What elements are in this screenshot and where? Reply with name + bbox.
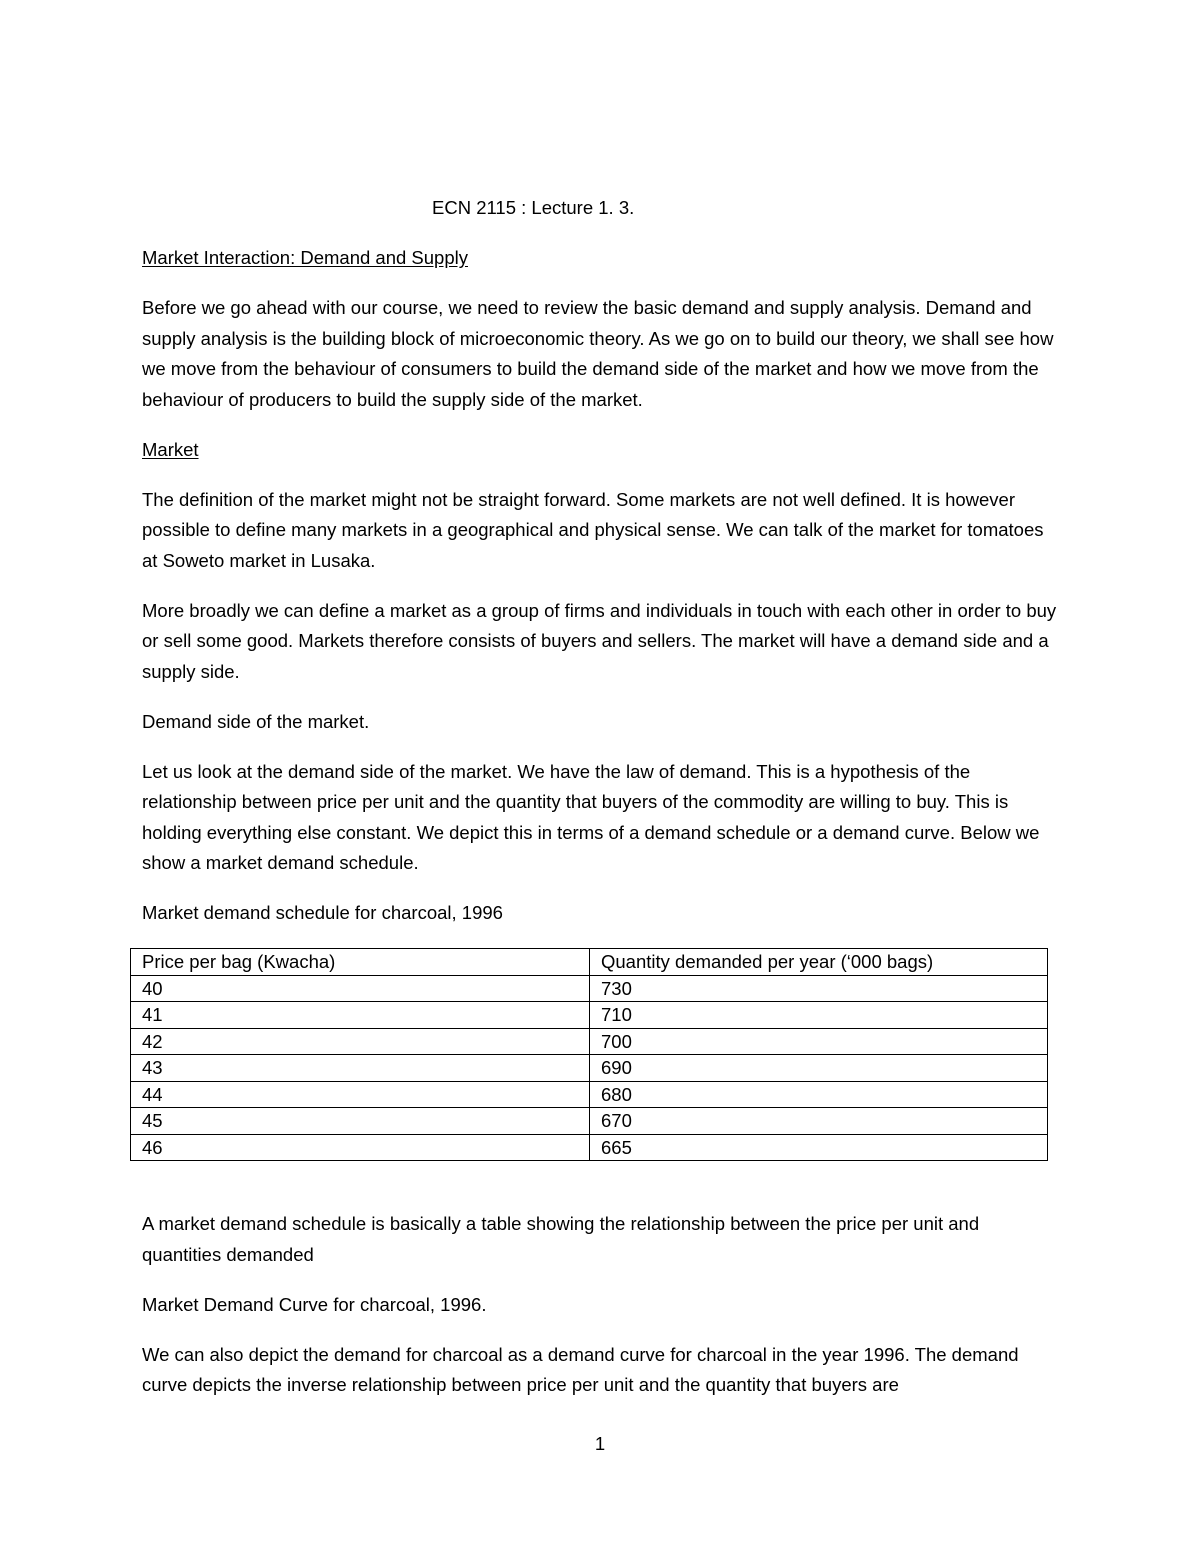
demand-paragraph: Let us look at the demand side of the market. We have the law of demand. This is a hypothesis of the relationship between price per unit and the quantity that buyers of the commodity are willing to buy. This is holding everything else constant. We depict this in terms of a demand schedule or a demand curve. Below we show a market demand schedule. (142, 760, 1040, 873)
schedule-paragraph: A market demand schedule is basically a table showing the relationship between the price per unit and quantities demanded (142, 1213, 980, 1265)
page-number: 1 (594, 1433, 606, 1454)
table-cell-quantity: 700 (590, 1028, 1048, 1055)
document-title: ECN 2115 : Lecture 1. 3. (432, 197, 635, 218)
table-cell-quantity: 710 (590, 1002, 1048, 1029)
demand-heading: Demand side of the market. (142, 710, 370, 732)
market-paragraph-2: More broadly we can define a market as a group of firms and individuals in touch with each other in order to buy or sell some good. Markets therefore consists of buyers and sellers. The market will have a demand side and a supply side. (142, 599, 1057, 682)
table-row (131, 1081, 1048, 1108)
table-header-quantity: Quantity demanded per year (‘000 bags) (590, 949, 1048, 976)
table-cell-price: 41 (131, 1002, 590, 1029)
market-paragraph-1: The definition of the market might not be straight forward. Some markets are not well defined. It is however possible to define many markets in a geographical and physical sense. We can talk of the market for tomatoes at Soweto market in Lusaka. (142, 488, 1044, 571)
demand-schedule-table (130, 948, 1048, 1161)
table-cell-price: 45 (131, 1108, 590, 1135)
table-caption: Market demand schedule for charcoal, 1996 (142, 902, 503, 923)
table-cell-price: 46 (131, 1134, 590, 1161)
table-cell-quantity: 730 (590, 975, 1048, 1002)
table-row (131, 1028, 1048, 1055)
table-row (131, 1134, 1048, 1161)
table-cell-price: 40 (131, 975, 590, 1002)
table-cell-price: 42 (131, 1028, 590, 1055)
table-cell-price: 43 (131, 1055, 590, 1082)
table-cell-quantity: 680 (590, 1081, 1048, 1108)
intro-paragraph: Before we go ahead with our course, we need to review the basic demand and supply analysis. Demand and supply analysis is the building block of microeconomic theory. As we go on to build our theory, we shall see how we move from the behaviour of consumers to build the demand side of the market and how we move from the behaviour of producers to build the supply side of the market. (142, 297, 1054, 410)
table-row (131, 1108, 1048, 1135)
table-header-row (131, 949, 1048, 976)
curve-heading: Market Demand Curve for charcoal, 1996. (142, 1293, 487, 1315)
table-row (131, 1002, 1048, 1029)
curve-paragraph: We can also depict the demand for charcoal as a demand curve for charcoal in the year 1996. The demand curve depicts the inverse relationship between price per unit and the quantity that buyers are (142, 1343, 1019, 1395)
table-cell-quantity: 690 (590, 1055, 1048, 1082)
section-heading: Market Interaction: Demand and Supply (142, 247, 468, 268)
table-cell-price: 44 (131, 1081, 590, 1108)
table-row (131, 1055, 1048, 1082)
table-cell-quantity: 665 (590, 1134, 1048, 1161)
table-cell-quantity: 670 (590, 1108, 1048, 1135)
table-header-price: Price per bag (Kwacha) (131, 949, 590, 976)
table-row (131, 975, 1048, 1002)
market-heading: Market (142, 438, 199, 460)
document-body (142, 243, 1060, 1420)
